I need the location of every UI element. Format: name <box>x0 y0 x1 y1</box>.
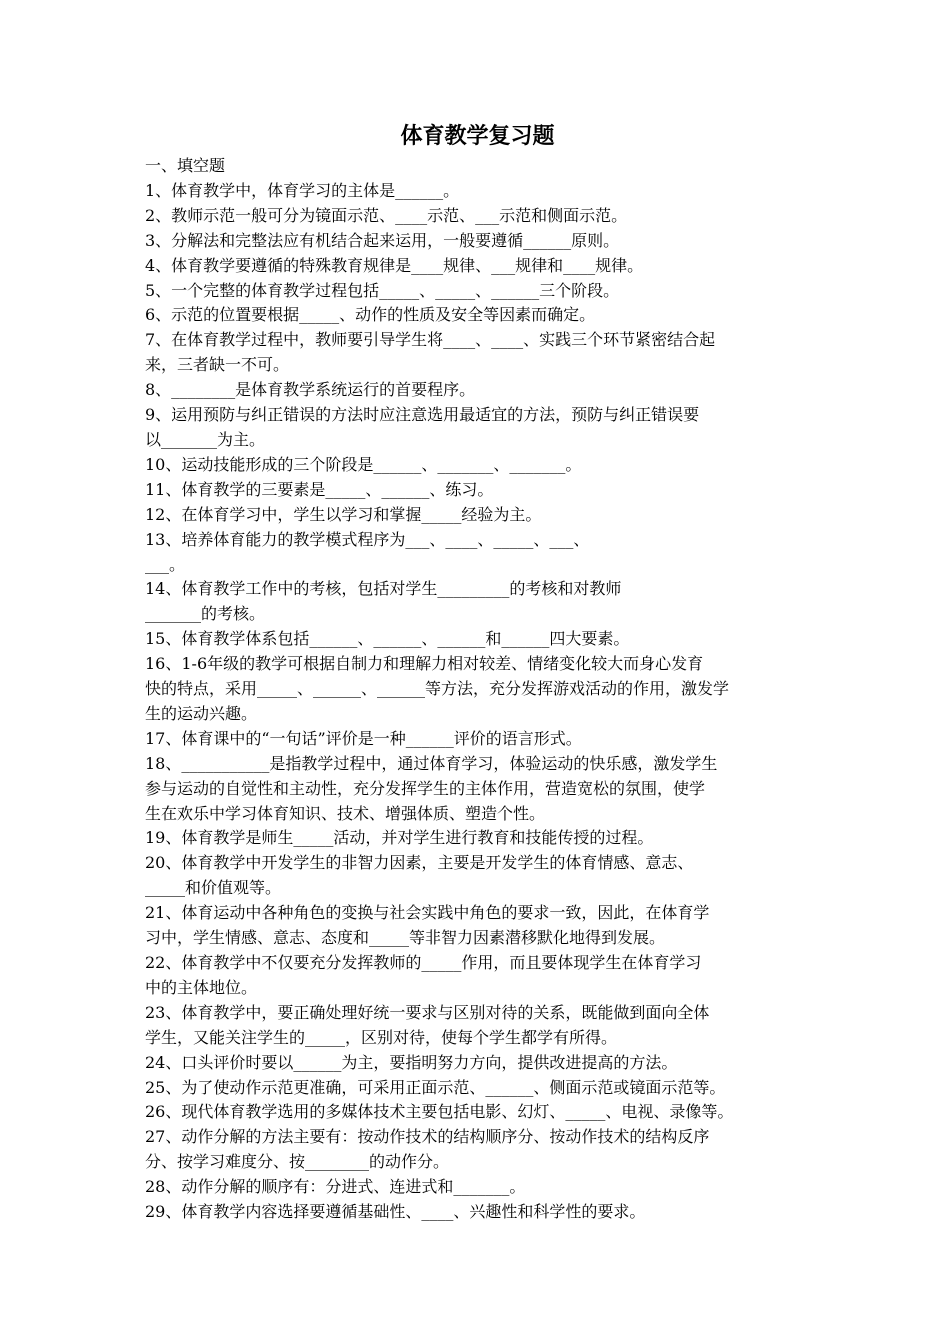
question-line: 28、动作分解的顺序有：分进式、连进式和_______。 <box>145 1177 526 1197</box>
question-line: 17、体育课中的“一句话”评价是一种______评价的语言形式。 <box>145 728 582 748</box>
question-line: 以_______为主。 <box>145 429 266 449</box>
question-line: 快的特点，采用_____、______、______等方法，充分发挥游戏活动的作用，激发学 <box>145 679 730 699</box>
section-heading: 一、填空题 <box>145 156 226 175</box>
question-line: 27、动作分解的方法主要有：按动作技术的结构顺序分、按动作技术的结构反序 <box>145 1127 710 1147</box>
question-line: 5、一个完整的体育教学过程包括_____、_____、______三个阶段。 <box>145 280 620 300</box>
question-line: 23、体育教学中，要正确处理好统一要求与区别对待的关系，既能做到面向全体 <box>145 1002 710 1022</box>
question-line: 21、体育运动中各种角色的变换与社会实践中角色的要求一致，因此，在体育学 <box>145 903 710 923</box>
question-line: 生在欢乐中学习体育知识、技术、增强体质、塑造个性。 <box>145 803 546 823</box>
question-list <box>145 154 810 1225</box>
question-line: 来，三者缺一不可。 <box>145 355 290 375</box>
question-line: 9、运用预防与纠正错误的方法时应注意选用最适宜的方法，预防与纠正错误要 <box>145 405 700 425</box>
document-page <box>145 118 810 1225</box>
question-line: 12、在体育学习中，学生以学习和掌握_____经验为主。 <box>145 504 542 524</box>
question-line: 6、示范的位置要根据_____、动作的性质及安全等因素而确定。 <box>145 305 596 325</box>
question-line: 26、现代体育教学选用的多媒体技术主要包括电影、幻灯、_____、电视、录像等。 <box>145 1102 734 1122</box>
question-line: 13、培养体育能力的教学模式程序为___、____、_____、___、 <box>145 529 590 549</box>
question-line: 19、体育教学是师生_____活动，并对学生进行教育和技能传授的过程。 <box>145 828 654 848</box>
question-line: 3、分解法和完整法应有机结合起来运用，一般要遵循______原则。 <box>145 230 620 250</box>
question-line: 分、按学习难度分、按________的动作分。 <box>145 1152 450 1172</box>
question-line: 2、教师示范一般可分为镜面示范、____示范、___示范和侧面示范。 <box>145 205 628 225</box>
question-line: 16、1-6年级的教学可根据自制力和理解力相对较差、情绪变化较大而身心发育 <box>145 654 704 674</box>
question-line: 8、________是体育教学系统运行的首要程序。 <box>145 380 476 400</box>
question-line: 20、体育教学中开发学生的非智力因素，主要是开发学生的体育情感、意志、 <box>145 853 694 873</box>
question-line: 4、体育教学要遵循的特殊教育规律是____规律、___规律和____规律。 <box>145 255 644 275</box>
question-line: 7、在体育教学过程中，教师要引导学生将____、____、实践三个环节紧密结合起 <box>145 330 716 350</box>
question-line: 习中，学生情感、意志、态度和_____等非智力因素潜移默化地得到发展。 <box>145 928 666 948</box>
question-line: 18、___________是指教学过程中，通过体育学习，体验运动的快乐感，激发学生 <box>145 753 718 773</box>
question-line: 15、体育教学体系包括______、______、______和______四大要素。 <box>145 629 630 649</box>
question-line: 25、为了使动作示范更准确，可采用正面示范、______、侧面示范或镜面示范等。 <box>145 1077 726 1097</box>
question-line: _______的考核。 <box>145 604 266 624</box>
question-line: 10、运动技能形成的三个阶段是______、_______、_______。 <box>145 454 582 474</box>
question-line: 参与运动的自觉性和主动性，充分发挥学生的主体作用，营造宽松的氛围，使学 <box>145 778 706 798</box>
question-line: 24、口头评价时要以______为主，要指明努力方向，提供改进提高的方法。 <box>145 1052 678 1072</box>
question-line: 1、体育教学中，体育学习的主体是______。 <box>145 180 460 200</box>
question-line: _____和价值观等。 <box>145 878 282 898</box>
question-line: 生的运动兴趣。 <box>145 703 258 723</box>
question-line: 14、体育教学工作中的考核，包括对学生_________的考核和对教师 <box>145 579 622 599</box>
question-line: 22、体育教学中不仅要充分发挥教师的_____作用，而且要体现学生在体育学习 <box>145 953 702 972</box>
question-line: 11、体育教学的三要素是_____、______、练习。 <box>145 479 494 499</box>
question-line: 学生，又能关注学生的_____，区别对待，使每个学生都学有所得。 <box>145 1027 618 1047</box>
question-line: 29、体育教学内容选择要遵循基础性、____、兴趣性和科学性的要求。 <box>145 1202 646 1222</box>
document-title: 体育教学复习题 <box>400 123 555 149</box>
question-line: 中的主体地位。 <box>145 977 258 997</box>
question-line: ___。 <box>145 554 186 574</box>
